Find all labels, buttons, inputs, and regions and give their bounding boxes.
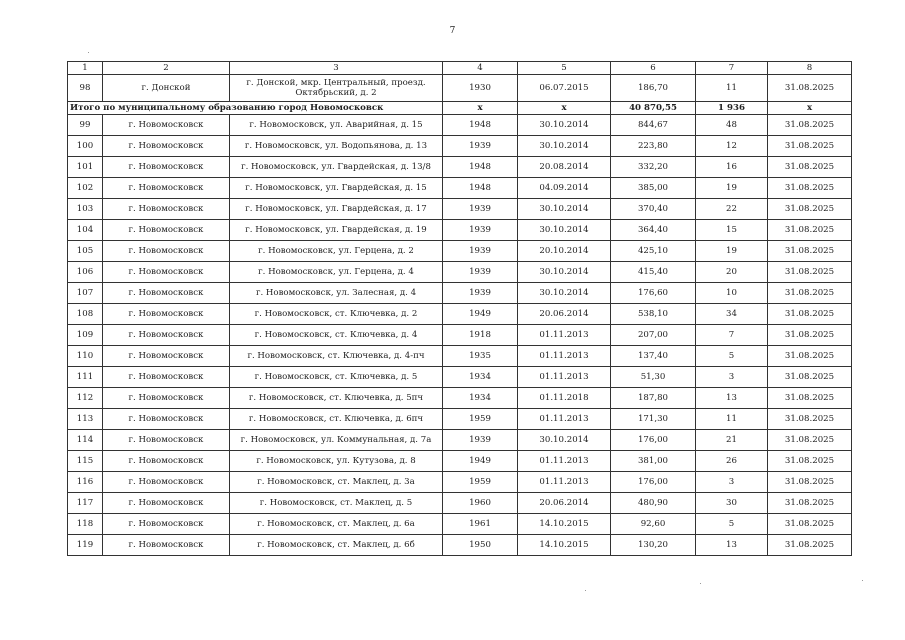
address-cell: г. Новомосковск, ул. Аварийная, д. 15: [230, 115, 443, 136]
address-cell: г. Новомосковск, ул. Водопьянова, д. 13: [230, 136, 443, 157]
year-cell: 1959: [443, 472, 518, 493]
row-number-cell: 106: [68, 262, 103, 283]
year-cell: 1959: [443, 409, 518, 430]
residents-cell: 15: [696, 220, 768, 241]
table-row: [68, 178, 852, 199]
row-number-cell: 111: [68, 367, 103, 388]
deadline-cell: 31.08.2025: [768, 136, 852, 157]
row-number-cell: 102: [68, 178, 103, 199]
date-cell: 01.11.2013: [518, 472, 611, 493]
residents-cell: 11: [696, 409, 768, 430]
area-cell: 92,60: [611, 514, 696, 535]
area-cell: 364,40: [611, 220, 696, 241]
residents-cell: 21: [696, 430, 768, 451]
area-cell: 130,20: [611, 535, 696, 556]
row-number-cell: 105: [68, 241, 103, 262]
municipality-cell: г. Новомосковск: [103, 262, 230, 283]
year-cell: 1939: [443, 430, 518, 451]
year-cell: 1935: [443, 346, 518, 367]
table-row: [68, 367, 852, 388]
deadline-cell: 31.08.2025: [768, 346, 852, 367]
municipality-cell: г. Новомосковск: [103, 514, 230, 535]
residents-cell: 34: [696, 304, 768, 325]
date-cell: 14.10.2015: [518, 535, 611, 556]
municipality-cell: г. Новомосковск: [103, 283, 230, 304]
row-number-cell: 115: [68, 451, 103, 472]
column-number-cell: 7: [696, 62, 768, 75]
residents-cell: 3: [696, 367, 768, 388]
address-cell: г. Новомосковск, ул. Гвардейская, д. 17: [230, 199, 443, 220]
column-number-cell: 2: [103, 62, 230, 75]
total-deadline-cell: x: [768, 102, 852, 115]
date-cell: 01.11.2013: [518, 409, 611, 430]
area-cell: 176,00: [611, 472, 696, 493]
address-cell: г. Новомосковск, ул. Залесная, д. 4: [230, 283, 443, 304]
deadline-cell: 31.08.2025: [768, 535, 852, 556]
deadline-cell: 31.08.2025: [768, 157, 852, 178]
date-cell: 20.10.2014: [518, 241, 611, 262]
year-cell: 1948: [443, 115, 518, 136]
column-number-cell: 1: [68, 62, 103, 75]
row-number-cell: 117: [68, 493, 103, 514]
address-cell: г. Новомосковск, ст. Ключевка, д. 2: [230, 304, 443, 325]
municipality-cell: г. Новомосковск: [103, 430, 230, 451]
deadline-cell: 31.08.2025: [768, 199, 852, 220]
residents-cell: 19: [696, 178, 768, 199]
municipality-cell: г. Новомосковск: [103, 136, 230, 157]
residents-cell: 16: [696, 157, 768, 178]
table-row: [68, 325, 852, 346]
municipality-cell: г. Новомосковск: [103, 304, 230, 325]
residents-cell: 3: [696, 472, 768, 493]
column-number-cell: 3: [230, 62, 443, 75]
residents-cell: 11: [696, 75, 768, 102]
column-number-row: [68, 62, 852, 75]
row-number-cell: 113: [68, 409, 103, 430]
year-cell: 1960: [443, 493, 518, 514]
deadline-cell: 31.08.2025: [768, 388, 852, 409]
row-number-cell: 99: [68, 115, 103, 136]
row-number-cell: 107: [68, 283, 103, 304]
total-area-cell: 40 870,55: [611, 102, 696, 115]
row-number-cell: 109: [68, 325, 103, 346]
residents-cell: 7: [696, 325, 768, 346]
row-number-cell: 119: [68, 535, 103, 556]
deadline-cell: 31.08.2025: [768, 220, 852, 241]
year-cell: 1939: [443, 262, 518, 283]
residents-cell: 22: [696, 199, 768, 220]
address-cell: г. Новомосковск, ст. Ключевка, д. 6пч: [230, 409, 443, 430]
row-number-cell: 101: [68, 157, 103, 178]
date-cell: 20.06.2014: [518, 493, 611, 514]
address-cell: г. Донской, мкр. Центральный, проезд. Октябрьский, д. 2: [230, 75, 443, 102]
address-cell: г. Новомосковск, ул. Герцена, д. 4: [230, 262, 443, 283]
date-cell: 01.11.2013: [518, 325, 611, 346]
table-row: [68, 199, 852, 220]
date-cell: 30.10.2014: [518, 220, 611, 241]
area-cell: 51,30: [611, 367, 696, 388]
address-cell: г. Новомосковск, ст. Маклец, д. 6б: [230, 535, 443, 556]
table-row: [68, 388, 852, 409]
year-cell: 1934: [443, 388, 518, 409]
table-row: [68, 430, 852, 451]
address-cell: г. Новомосковск, ст. Маклец, д. 5: [230, 493, 443, 514]
row-number-cell: 110: [68, 346, 103, 367]
municipality-cell: г. Новомосковск: [103, 199, 230, 220]
residents-cell: 5: [696, 346, 768, 367]
residents-cell: 48: [696, 115, 768, 136]
deadline-cell: 31.08.2025: [768, 115, 852, 136]
deadline-cell: 31.08.2025: [768, 409, 852, 430]
row-number-cell: 116: [68, 472, 103, 493]
deadline-cell: 31.08.2025: [768, 178, 852, 199]
municipality-cell: г. Новомосковск: [103, 325, 230, 346]
residents-cell: 5: [696, 514, 768, 535]
year-cell: 1939: [443, 199, 518, 220]
deadline-cell: 31.08.2025: [768, 304, 852, 325]
deadline-cell: 31.08.2025: [768, 430, 852, 451]
residents-cell: 20: [696, 262, 768, 283]
address-cell: г. Новомосковск, ул. Гвардейская, д. 13/8: [230, 157, 443, 178]
area-cell: 385,00: [611, 178, 696, 199]
municipality-cell: г. Новомосковск: [103, 493, 230, 514]
year-cell: 1939: [443, 136, 518, 157]
area-cell: 415,40: [611, 262, 696, 283]
deadline-cell: 31.08.2025: [768, 325, 852, 346]
municipality-cell: г. Новомосковск: [103, 220, 230, 241]
total-year-cell: x: [443, 102, 518, 115]
municipality-cell: г. Новомосковск: [103, 367, 230, 388]
table-row: [68, 115, 852, 136]
row-number-cell: 100: [68, 136, 103, 157]
year-cell: 1961: [443, 514, 518, 535]
municipality-cell: г. Новомосковск: [103, 472, 230, 493]
table-row: [68, 304, 852, 325]
municipality-cell: г. Новомосковск: [103, 115, 230, 136]
table-row: [68, 451, 852, 472]
area-cell: 137,40: [611, 346, 696, 367]
area-cell: 186,70: [611, 75, 696, 102]
residents-cell: 19: [696, 241, 768, 262]
table-row: [68, 493, 852, 514]
address-cell: г. Новомосковск, ст. Маклец, д. 3а: [230, 472, 443, 493]
municipality-cell: г. Новомосковск: [103, 178, 230, 199]
year-cell: 1949: [443, 451, 518, 472]
residents-cell: 10: [696, 283, 768, 304]
date-cell: 30.10.2014: [518, 262, 611, 283]
area-cell: 207,00: [611, 325, 696, 346]
row-number-cell: 104: [68, 220, 103, 241]
area-cell: 171,30: [611, 409, 696, 430]
area-cell: 425,10: [611, 241, 696, 262]
deadline-cell: 31.08.2025: [768, 472, 852, 493]
table-row: [68, 75, 852, 102]
date-cell: 01.11.2013: [518, 367, 611, 388]
deadline-cell: 31.08.2025: [768, 367, 852, 388]
year-cell: 1949: [443, 304, 518, 325]
residents-cell: 12: [696, 136, 768, 157]
year-cell: 1948: [443, 157, 518, 178]
deadline-cell: 31.08.2025: [768, 451, 852, 472]
table-row: [68, 535, 852, 556]
row-number-cell: 112: [68, 388, 103, 409]
table-row: [68, 409, 852, 430]
date-cell: 30.10.2014: [518, 199, 611, 220]
column-number-cell: 5: [518, 62, 611, 75]
total-residents-cell: 1 936: [696, 102, 768, 115]
date-cell: 30.10.2014: [518, 115, 611, 136]
column-number-cell: 8: [768, 62, 852, 75]
area-cell: 381,00: [611, 451, 696, 472]
area-cell: 187,80: [611, 388, 696, 409]
year-cell: 1939: [443, 283, 518, 304]
address-cell: г. Новомосковск, ул. Гвардейская, д. 19: [230, 220, 443, 241]
total-date-cell: x: [518, 102, 611, 115]
address-cell: г. Новомосковск, ст. Ключевка, д. 4-пч: [230, 346, 443, 367]
area-cell: 332,20: [611, 157, 696, 178]
table-row: [68, 157, 852, 178]
page-number: 7: [449, 26, 456, 36]
address-cell: г. Новомосковск, ул. Коммунальная, д. 7а: [230, 430, 443, 451]
area-cell: 176,60: [611, 283, 696, 304]
date-cell: 01.11.2013: [518, 451, 611, 472]
deadline-cell: 31.08.2025: [768, 241, 852, 262]
table-row: [68, 220, 852, 241]
area-cell: 370,40: [611, 199, 696, 220]
row-number-cell: 98: [68, 75, 103, 102]
table-row: [68, 136, 852, 157]
residents-cell: 13: [696, 388, 768, 409]
municipality-cell: г. Новомосковск: [103, 451, 230, 472]
table-row: [68, 241, 852, 262]
date-cell: 14.10.2015: [518, 514, 611, 535]
date-cell: 04.09.2014: [518, 178, 611, 199]
table-row: [68, 283, 852, 304]
deadline-cell: 31.08.2025: [768, 514, 852, 535]
deadline-cell: 31.08.2025: [768, 75, 852, 102]
table-row: [68, 346, 852, 367]
row-number-cell: 108: [68, 304, 103, 325]
row-number-cell: 118: [68, 514, 103, 535]
municipality-cell: г. Новомосковск: [103, 346, 230, 367]
year-cell: 1930: [443, 75, 518, 102]
year-cell: 1918: [443, 325, 518, 346]
row-number-cell: 103: [68, 199, 103, 220]
date-cell: 30.10.2014: [518, 430, 611, 451]
address-cell: г. Новомосковск, ст. Ключевка, д. 5пч: [230, 388, 443, 409]
date-cell: 30.10.2014: [518, 283, 611, 304]
municipality-cell: г. Новомосковск: [103, 388, 230, 409]
residents-cell: 26: [696, 451, 768, 472]
address-cell: г. Новомосковск, ул. Кутузова, д. 8: [230, 451, 443, 472]
address-cell: г. Новомосковск, ст. Ключевка, д. 5: [230, 367, 443, 388]
address-cell: г. Новомосковск, ул. Герцена, д. 2: [230, 241, 443, 262]
area-cell: 538,10: [611, 304, 696, 325]
area-cell: 223,80: [611, 136, 696, 157]
date-cell: 20.08.2014: [518, 157, 611, 178]
year-cell: 1950: [443, 535, 518, 556]
table-row: [68, 514, 852, 535]
deadline-cell: 31.08.2025: [768, 283, 852, 304]
deadline-cell: 31.08.2025: [768, 493, 852, 514]
year-cell: 1939: [443, 220, 518, 241]
date-cell: 01.11.2018: [518, 388, 611, 409]
area-cell: 480,90: [611, 493, 696, 514]
municipality-cell: г. Донской: [103, 75, 230, 102]
municipality-cell: г. Новомосковск: [103, 409, 230, 430]
year-cell: 1939: [443, 241, 518, 262]
table-row: [68, 262, 852, 283]
column-number-cell: 4: [443, 62, 518, 75]
residents-cell: 30: [696, 493, 768, 514]
residents-cell: 13: [696, 535, 768, 556]
housing-register-table: [67, 61, 852, 556]
date-cell: 20.06.2014: [518, 304, 611, 325]
municipality-cell: г. Новомосковск: [103, 241, 230, 262]
area-cell: 844,67: [611, 115, 696, 136]
address-cell: г. Новомосковск, ст. Маклец, д. 6а: [230, 514, 443, 535]
address-cell: г. Новомосковск, ст. Ключевка, д. 4: [230, 325, 443, 346]
area-cell: 176,00: [611, 430, 696, 451]
total-row: [68, 102, 852, 115]
year-cell: 1948: [443, 178, 518, 199]
total-label: Итого по муниципальному образованию город Новомосковск: [68, 102, 443, 115]
municipality-cell: г. Новомосковск: [103, 157, 230, 178]
municipality-cell: г. Новомосковск: [103, 535, 230, 556]
address-cell: г. Новомосковск, ул. Гвардейская, д. 15: [230, 178, 443, 199]
date-cell: 01.11.2013: [518, 346, 611, 367]
year-cell: 1934: [443, 367, 518, 388]
column-number-cell: 6: [611, 62, 696, 75]
table-row: [68, 472, 852, 493]
date-cell: 30.10.2014: [518, 136, 611, 157]
date-cell: 06.07.2015: [518, 75, 611, 102]
row-number-cell: 114: [68, 430, 103, 451]
deadline-cell: 31.08.2025: [768, 262, 852, 283]
